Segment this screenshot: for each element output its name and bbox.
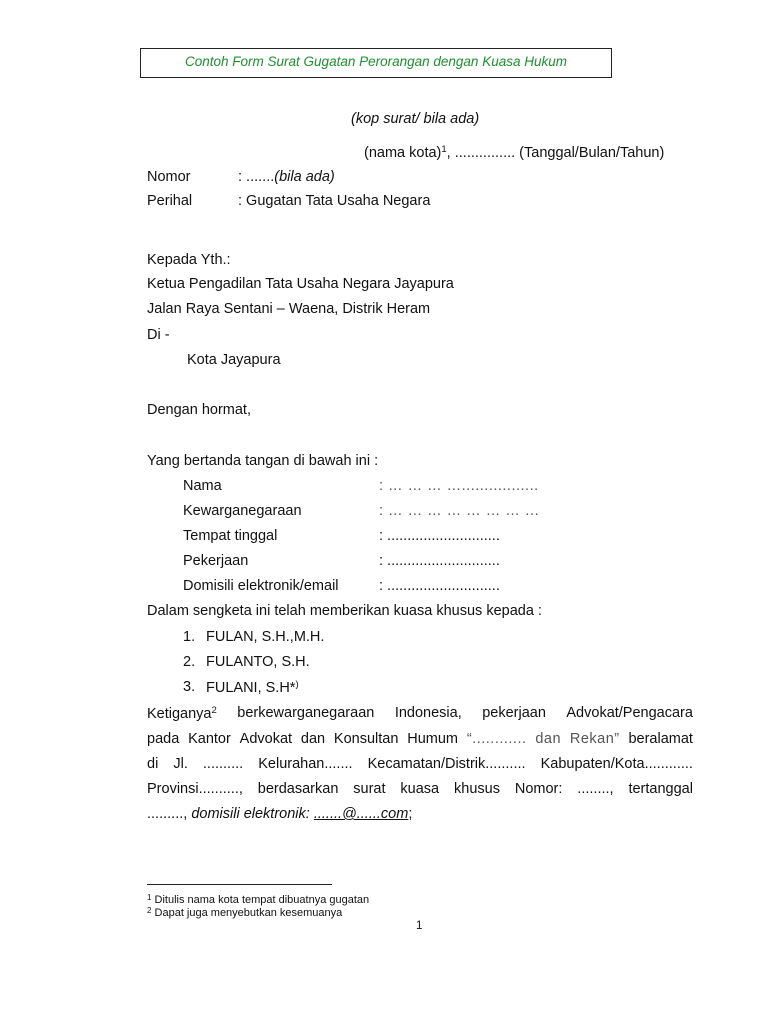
footnote-1-text: Ditulis nama kota tempat dibuatnya gugatan bbox=[154, 894, 370, 906]
nomor-note: (bila ada) bbox=[274, 169, 335, 185]
field-value-email: : ............................ bbox=[379, 578, 500, 594]
footnote-ref-2: 2 bbox=[211, 705, 217, 716]
city-placeholder: (nama kota) bbox=[364, 145, 442, 161]
paragraph-word: Provinsi.........., bbox=[147, 781, 243, 797]
footnote-1 bbox=[147, 893, 369, 906]
paragraph-word: Kecamatan/Distrik.......... bbox=[367, 756, 526, 772]
paragraph-line-1-start bbox=[147, 705, 217, 722]
paragraph-word: tertanggal bbox=[628, 781, 693, 797]
paragraph-word: Ketiganya bbox=[147, 706, 212, 722]
perihal-value: : Gugatan Tata Usaha Negara bbox=[238, 193, 431, 209]
footnote-2-number: 2 bbox=[147, 906, 152, 915]
field-value-occupation: : ............................ bbox=[379, 553, 500, 569]
paragraph-word: dan bbox=[300, 731, 326, 747]
paragraph-line-2 bbox=[147, 731, 693, 747]
lawyer-number-1: 1. bbox=[183, 629, 196, 645]
electronic-domicile-email: .......@......com bbox=[313, 806, 409, 822]
recipient-line-1: Ketua Pengadilan Tata Usaha Negara Jayapura bbox=[147, 276, 454, 292]
lawyer-name-3-text: FULANI, S.H* bbox=[206, 680, 296, 696]
letterhead-placeholder: (kop surat/ bila ada) bbox=[351, 111, 480, 127]
paragraph-word: ........., bbox=[147, 806, 188, 822]
paragraph-word: Konsultan bbox=[333, 731, 399, 747]
paragraph-word: berdasarkan bbox=[257, 781, 339, 797]
recipient-line-2: Jalan Raya Sentani – Waena, Distrik Heram bbox=[147, 301, 431, 317]
paragraph-word: Kelurahan....... bbox=[258, 756, 353, 772]
paragraph-line-1 bbox=[147, 705, 693, 722]
paragraph-word: Rekan” bbox=[569, 731, 620, 747]
paragraph-word: Kabupaten/Kota............ bbox=[540, 756, 693, 772]
page-number: 1 bbox=[416, 920, 423, 932]
paragraph-word: pada bbox=[147, 731, 180, 747]
field-label-email: Domisili elektronik/email bbox=[183, 578, 339, 594]
date-placeholder: , ............... (Tanggal/Bulan/Tahun) bbox=[446, 145, 665, 161]
lawyer-name-2: FULANTO, S.H. bbox=[206, 654, 310, 670]
field-value-citizenship: : … … … … … … … … bbox=[379, 503, 540, 519]
lawyer-number-2: 2. bbox=[183, 654, 196, 670]
signer-intro: Yang bertanda tangan di bawah ini : bbox=[147, 453, 379, 469]
paragraph-word: .......... bbox=[202, 756, 244, 772]
lawyer-name-1: FULAN, S.H.,M.H. bbox=[206, 629, 325, 645]
paragraph-word: Humum bbox=[407, 731, 459, 747]
field-label-occupation: Pekerjaan bbox=[183, 553, 249, 569]
footnote-divider bbox=[147, 884, 332, 885]
nomor-value bbox=[238, 169, 335, 185]
paragraph-end: ; bbox=[408, 806, 413, 822]
paragraph-word: kuasa bbox=[400, 781, 440, 797]
paragraph-word: pekerjaan bbox=[482, 705, 546, 721]
recipient-greeting: Kepada Yth.: bbox=[147, 252, 231, 268]
recipient-di: Di - bbox=[147, 327, 170, 343]
footnote-ref-1: 1 bbox=[441, 144, 447, 155]
paragraph-word: ........, bbox=[577, 781, 614, 797]
footnote-2-text: Dapat juga menyebutkan kesemuanya bbox=[154, 907, 343, 919]
lawyer-name-3 bbox=[206, 679, 299, 696]
recipient-city: Kota Jayapura bbox=[187, 352, 281, 368]
field-label-name: Nama bbox=[183, 478, 222, 494]
footnote-2 bbox=[147, 906, 342, 919]
electronic-domicile-label: domisili elektronik: bbox=[191, 806, 310, 822]
paragraph-word: Jl. bbox=[173, 756, 188, 772]
paragraph-word: surat bbox=[353, 781, 386, 797]
power-of-attorney-intro: Dalam sengketa ini telah memberikan kuasa khusus kepada : bbox=[147, 603, 542, 619]
paragraph-word: Kantor bbox=[188, 731, 231, 747]
paragraph-word: Advokat/Pengacara bbox=[566, 705, 693, 721]
form-title-box: Contoh Form Surat Gugatan Perorangan dengan Kuasa Hukum bbox=[140, 48, 612, 78]
paragraph-word: di bbox=[147, 756, 159, 772]
paragraph-line-5 bbox=[147, 806, 412, 822]
paragraph-line-4 bbox=[147, 781, 693, 797]
footnote-1-number: 1 bbox=[147, 893, 152, 902]
nomor-label: Nomor bbox=[147, 169, 191, 185]
lawyer-number-3: 3. bbox=[183, 679, 196, 695]
perihal-label: Perihal bbox=[147, 193, 193, 209]
paragraph-word: dan bbox=[535, 731, 562, 747]
field-label-residence: Tempat tinggal bbox=[183, 528, 278, 544]
paragraph-word: khusus bbox=[454, 781, 500, 797]
salutation: Dengan hormat, bbox=[147, 402, 251, 418]
nomor-prefix: : ....... bbox=[238, 169, 275, 185]
paragraph-word: beralamat bbox=[628, 731, 693, 747]
lawyer-name-3-mark: ) bbox=[295, 679, 299, 690]
paragraph-word: Nomor: bbox=[514, 781, 563, 797]
field-label-citizenship: Kewarganegaraan bbox=[183, 503, 302, 519]
paragraph-word: berkewarganegaraan bbox=[237, 705, 375, 721]
paragraph-word: Advokat bbox=[239, 731, 293, 747]
place-date-line bbox=[364, 144, 664, 161]
paragraph-line-3 bbox=[147, 756, 693, 772]
field-value-residence: : ............................ bbox=[379, 528, 500, 544]
field-value-name: : … … … …................. bbox=[379, 478, 539, 494]
paragraph-word: “............ bbox=[466, 731, 527, 747]
paragraph-word: Indonesia, bbox=[394, 705, 462, 721]
